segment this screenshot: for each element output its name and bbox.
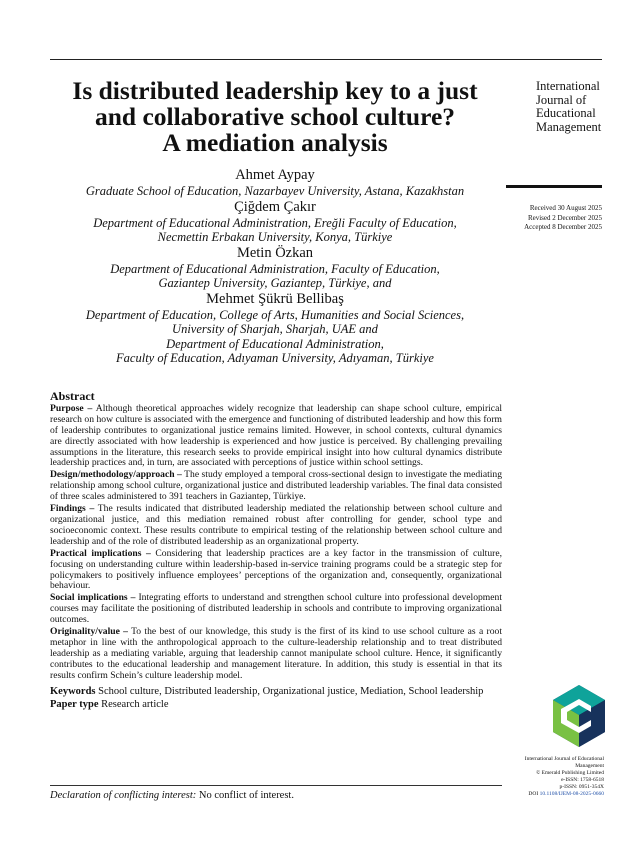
author-affiliation: Gaziantep University, Gaziantep, Türkiye, and — [158, 276, 392, 290]
accepted-date: Accepted 8 December 2025 — [524, 223, 602, 231]
author-affiliation: Department of Educational Administration, Faculty of Education, — [110, 261, 440, 276]
keywords: Keywords School culture, Distributed leadership, Organizational justice, Mediation, School leadership — [50, 685, 484, 697]
paper-type: Paper type Research article — [50, 698, 169, 710]
doi-link[interactable]: 10.1108/IJEM-08-2025-0660 — [539, 791, 604, 797]
title-line: Is distributed leadership key to a just — [72, 76, 478, 105]
side-rule — [506, 185, 602, 188]
author-affiliation: Graduate School of Education, Nazarbayev University, Astana, Kazakhstan — [85, 184, 465, 198]
section-label: Purpose – — [50, 402, 93, 414]
top-rule — [50, 59, 602, 60]
author-affiliation: Department of Educational Administration, Ereğli Faculty of Education, — [93, 215, 457, 230]
abstract-social: Social implications – Integrating efforts to understand and strengthen school culture into professional development courses may facilitate the positioning of distributed leadership in schools and contribute to improving organizational outcomes. — [50, 592, 502, 626]
received-date: Received 30 August 2025 — [529, 204, 602, 212]
author-name: Ahmet Aypay — [235, 167, 315, 183]
author-affiliation: University of Sharjah, Sharjah, UAE and — [172, 322, 378, 336]
conflict-statement: Declaration of conflicting interest: No conflict of interest. — [50, 790, 294, 801]
abstract-originality: Originality/value – To the best of our knowledge, this study is the first of its kind to use school culture as a root metaphor in line with the anthropological approach to the culture-leadership relationship and to treat distributed leadership as a mediating variable, arguing that leadership cannot manipulate school culture. Hence, it significantly contributes to the educational leadership and management literature. In addition, this study is essential in that its results confirm Schein’s culture leadership model. — [50, 626, 502, 681]
abstract-purpose: Purpose – Although theoretical approaches widely recognize that leadership can shape school culture, empirical research on how culture is associated with the emergence and functioning of distributed leadership and how this form of leadership contributes to organizational justice remains limited. However, in school contexts, cultural dynamics are directly associated with how leadership is experienced and how justice is perceived. By challenging prevailing assumptions in the literature, this research seeks to provide empirical insight into how cultural dynamics distribute leadership practices and, in turn, are associated with perceptions of justice within school settings. — [50, 402, 502, 469]
author-list — [50, 167, 500, 366]
abstract-heading: Abstract — [50, 389, 95, 403]
abstract-findings: Findings – The results indicated that distributed leadership mediated the relationship between school culture and organizational justice, and this mediation remained robust after controlling for gender, school type and socioeconomic context. These results contribute to empirical testing of the relationship between school culture and leadership and of the role of distributed leadership as an organizational property. — [50, 503, 502, 547]
abstract-practical: Practical implications – Considering that leadership practices are a key factor in the transmission of culture, focusing on understanding culture within leadership-based in-service training programs could be a strategic step for policymakers to positively influence employees’ perceptions of the organization and, consequently, organizational behaviour. — [50, 547, 502, 592]
abstract-design: Design/methodology/approach – The study employed a temporal cross-sectional design to investigate the mediating relationship among school culture, organizational justice and distributed leadership variables. The final data consisted of three scales administered to 391 teachers in Gaziantep, Türkiye. — [50, 469, 503, 503]
journal-name: International Journal of Educational Management — [536, 79, 602, 134]
journal-footer: International Journal of Educational Management © Emerald Publishing Limited e-ISSN: 1758-6518 p-ISSN: 0951-354X DOI 10.1108/IJEM-08-2025-0660 — [512, 756, 604, 798]
section-label: Design/methodology/approach – — [50, 469, 182, 481]
author-affiliation: Necmettin Erbakan University, Konya, Türkiye — [157, 230, 393, 244]
author-affiliation: Faculty of Education, Adıyaman University, Adıyaman, Türkiye — [116, 351, 434, 365]
submission-dates — [506, 204, 602, 233]
title-line: and collaborative school culture? — [94, 102, 456, 131]
abstract — [50, 391, 502, 711]
footnote-rule — [50, 785, 502, 786]
section-label: Practical implications – — [50, 547, 151, 559]
revised-date: Revised 2 December 2025 — [527, 213, 602, 222]
doi-line: DOI 10.1108/IJEM-08-2025-0660 — [528, 791, 604, 797]
author-name: Mehmet Şükrü Bellibaş — [206, 290, 344, 307]
title-line: A mediation analysis — [162, 128, 388, 157]
section-label: Social implications – — [50, 592, 136, 604]
author-name: Çiğdem Çakır — [234, 198, 316, 215]
publisher-logo-icon — [551, 685, 607, 747]
section-label: Findings – — [50, 503, 95, 515]
author-affiliation: Department of Education, College of Arts, Humanities and Social Sciences, — [85, 307, 465, 322]
section-label: Originality/value – — [50, 626, 128, 638]
paper-title — [50, 78, 500, 156]
author-name: Metin Özkan — [236, 244, 314, 261]
author-affiliation: Department of Educational Administration, — [166, 336, 384, 351]
